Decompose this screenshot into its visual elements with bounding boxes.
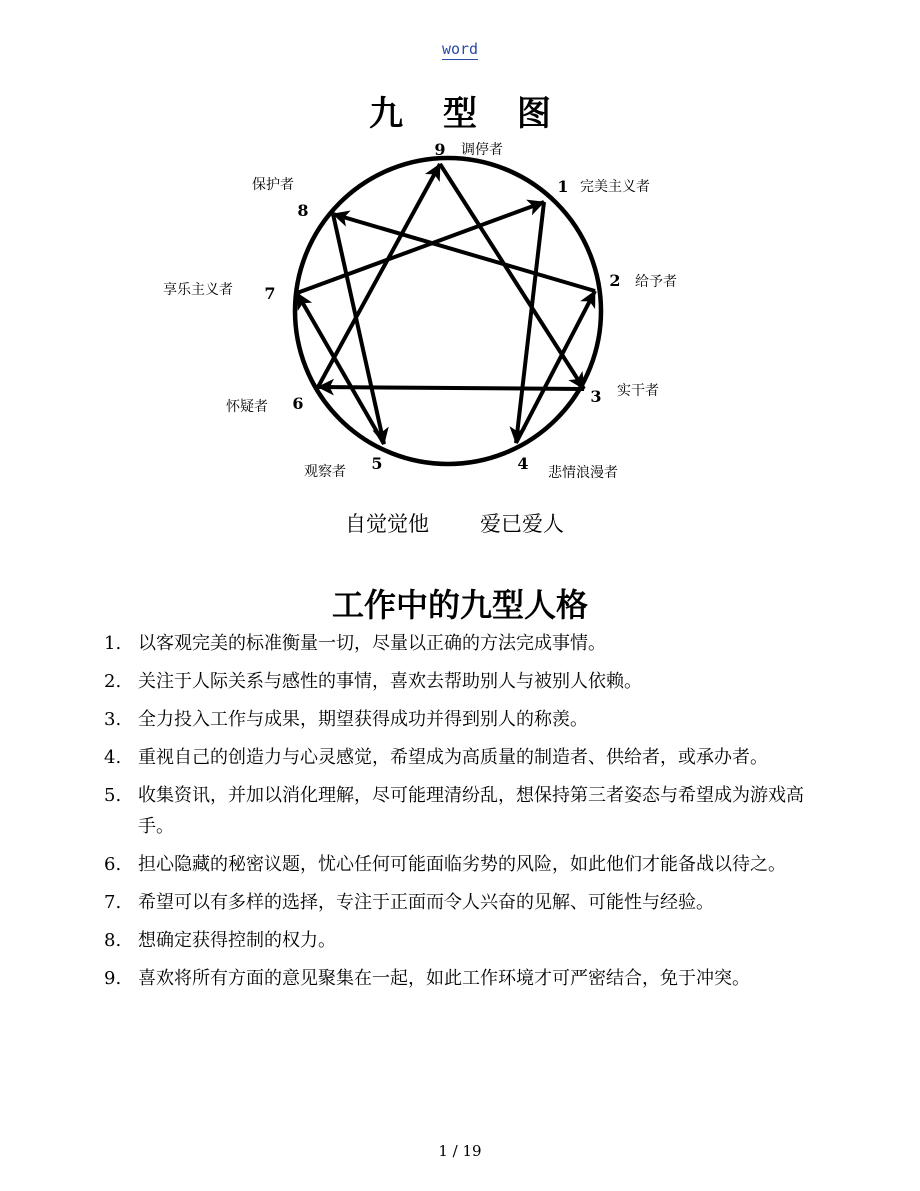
- list-item-text: 喜欢将所有方面的意见聚集在一起，如此工作环境才可严密结合，免于冲突。: [138, 968, 750, 989]
- point-7-label: 享乐主义者: [163, 282, 233, 298]
- section-title: 工作中的九型人格: [331, 586, 588, 624]
- list-item-text: 以客观完美的标准衡量一切，尽量以正确的方法完成事情。: [138, 633, 606, 654]
- list-item: [104, 925, 824, 956]
- list-item-text: 全力投入工作与成果，期望获得成功并得到别人的称羡。: [138, 709, 588, 730]
- list-item-number: 1.: [104, 633, 122, 654]
- list-item-number: 8.: [104, 930, 122, 951]
- point-5-label: 观察者: [304, 464, 346, 480]
- list-item-number: 6.: [104, 854, 122, 875]
- point-4-number: 4: [517, 454, 529, 473]
- arrow-2-to-8: [333, 214, 595, 291]
- header-word-link-text[interactable]: word: [441, 40, 479, 58]
- list-item: [104, 628, 824, 659]
- page-number: 1 / 19: [438, 1142, 482, 1160]
- point-9-number: 9: [434, 140, 446, 159]
- list-item-text: 担心隐藏的秘密议题，忧心任何可能面临劣势的风险，如此他们才能备战以待之。: [138, 854, 786, 875]
- list-item-number: 5.: [104, 785, 122, 806]
- diagram-title: 九 型 图: [369, 94, 565, 134]
- list-item-number: 9.: [104, 968, 122, 989]
- motto-left: 自觉觉他: [345, 512, 429, 536]
- point-4-label: 悲情浪漫者: [548, 465, 618, 481]
- point-1-label: 完美主义者: [580, 179, 650, 195]
- arrow-8-to-5: [333, 214, 384, 444]
- point-6-number: 6: [292, 394, 304, 413]
- list-item-number: 7.: [104, 892, 122, 913]
- list-item-text: 希望可以有多样的选择，专注于正面而令人兴奋的见解、可能性与经验。: [138, 892, 714, 913]
- point-7-number: 7: [264, 284, 276, 303]
- list-item: [104, 780, 824, 842]
- list-item: [104, 704, 824, 735]
- list-item-number: 4.: [104, 747, 122, 768]
- point-2-number: 2: [609, 271, 621, 290]
- point-3-number: 3: [590, 387, 602, 406]
- list-item-number: 2.: [104, 671, 122, 692]
- point-1-number: 1: [557, 177, 569, 196]
- list-item: [104, 742, 824, 773]
- list-item-number: 3.: [104, 709, 122, 730]
- list-item: [104, 849, 824, 880]
- point-5-number: 5: [371, 454, 383, 473]
- enneagram-circle: [295, 158, 601, 464]
- list-item: [104, 963, 824, 994]
- arrow-6-to-9: [318, 164, 440, 387]
- trait-list: [104, 628, 824, 1001]
- point-3-label: 实干者: [617, 383, 659, 399]
- list-item-text: 关注于人际关系与感性的事情，喜欢去帮助别人与被别人依赖。: [138, 671, 642, 692]
- list-item: [104, 887, 824, 918]
- point-6-label: 怀疑者: [226, 399, 268, 415]
- point-8-number: 8: [297, 201, 309, 220]
- motto-right: 爱已爱人: [480, 512, 564, 536]
- point-9-label: 调停者: [461, 142, 503, 158]
- list-item-text: 收集资讯，并加以消化理解，尽可能理清纷乱，想保持第三者姿态与希望成为游戏高手。: [138, 785, 804, 837]
- point-8-label: 保护者: [252, 177, 294, 193]
- list-item-text: 重视自己的创造力与心灵感觉，希望成为高质量的制造者、供给者，或承办者。: [138, 747, 768, 768]
- enneagram-diagram: [0, 0, 920, 560]
- list-item-text: 想确定获得控制的权力。: [138, 930, 336, 951]
- point-2-label: 给予者: [635, 274, 677, 290]
- list-item: [104, 666, 824, 697]
